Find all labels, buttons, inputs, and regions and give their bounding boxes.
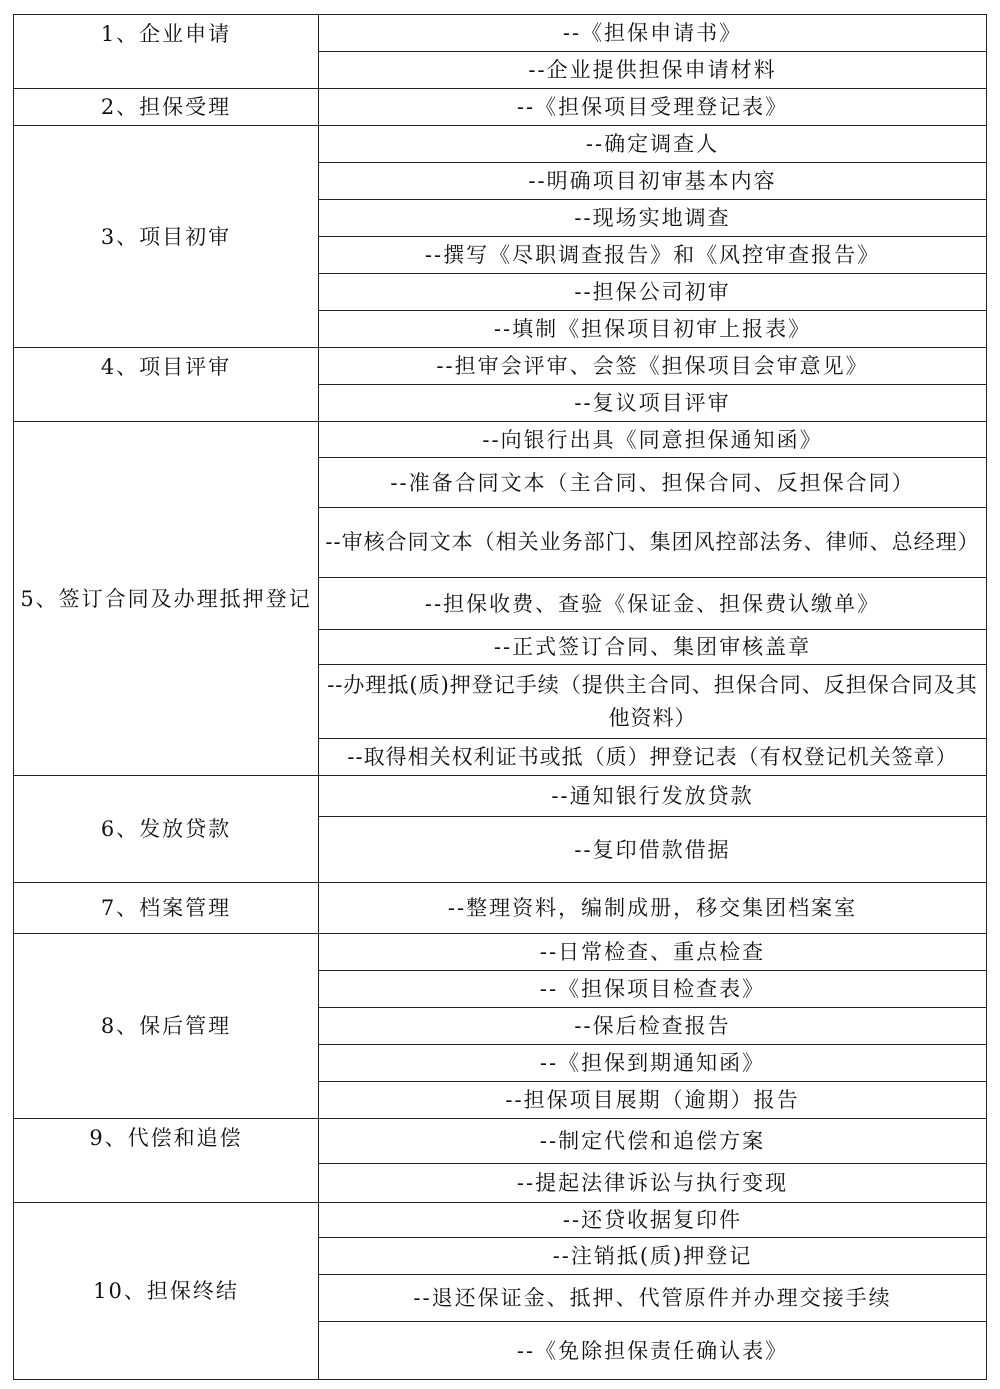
stage-item: --《担保申请书》	[319, 15, 987, 52]
stage-item: --准备合同文本（主合同、担保合同、反担保合同）	[319, 458, 987, 508]
stage-item: --复印借款借据	[319, 817, 987, 883]
stage-item: --填制《担保项目初审上报表》	[319, 311, 987, 348]
table-row	[14, 934, 987, 971]
stage-item: --《担保到期通知函》	[319, 1045, 987, 1082]
stage-item: --审核合同文本（相关业务部门、集团风控部法务、律师、总经理）	[319, 508, 987, 578]
stage-item: --向银行出具《同意担保通知函》	[319, 422, 987, 458]
table-row	[14, 89, 987, 126]
table-row	[14, 126, 987, 163]
stage-item: --整理资料，编制成册，移交集团档案室	[319, 883, 987, 934]
guarantee-process-sheet	[13, 14, 986, 1377]
stage-item: --担保公司初审	[319, 274, 987, 311]
table-row	[14, 15, 987, 52]
stage-label: 1、企业申请	[14, 15, 319, 89]
stage-label: 9、代偿和追偿	[14, 1119, 319, 1203]
stage-label: 4、项目评审	[14, 348, 319, 422]
stage-item: --提起法律诉讼与执行变现	[319, 1164, 987, 1203]
table-row	[14, 348, 987, 385]
stage-item: --还贷收据复印件	[319, 1203, 987, 1238]
stage-item: --《担保项目检查表》	[319, 971, 987, 1008]
guarantee-process-table	[13, 14, 987, 1380]
stage-item: --撰写《尽职调查报告》和《风控审查报告》	[319, 237, 987, 274]
stage-label: 8、保后管理	[14, 934, 319, 1119]
stage-item: --办理抵(质)押登记手续（提供主合同、担保合同、反担保合同及其他资料）	[319, 665, 987, 739]
table-row	[14, 422, 987, 458]
stage-item: --取得相关权利证书或抵（质）押登记表（有权登记机关签章）	[319, 739, 987, 776]
table-row	[14, 776, 987, 817]
stage-item: --企业提供担保申请材料	[319, 52, 987, 89]
stage-item: --现场实地调查	[319, 200, 987, 237]
table-row	[14, 883, 987, 934]
stage-item: --确定调查人	[319, 126, 987, 163]
table-row	[14, 1203, 987, 1238]
stage-label: 10、担保终结	[14, 1203, 319, 1380]
stage-item: --复议项目评审	[319, 385, 987, 422]
stage-item: --日常检查、重点检查	[319, 934, 987, 971]
stage-item: --制定代偿和追偿方案	[319, 1119, 987, 1164]
stage-item: --注销抵(质)押登记	[319, 1238, 987, 1275]
stage-item: --担保收费、查验《保证金、担保费认缴单》	[319, 578, 987, 630]
stage-label: 2、担保受理	[14, 89, 319, 126]
stage-item: --正式签订合同、集团审核盖章	[319, 630, 987, 665]
stage-label: 3、项目初审	[14, 126, 319, 348]
stage-label: 7、档案管理	[14, 883, 319, 934]
table-row	[14, 1119, 987, 1164]
stage-item: --《担保项目受理登记表》	[319, 89, 987, 126]
stage-item: --明确项目初审基本内容	[319, 163, 987, 200]
stage-item: --退还保证金、抵押、代管原件并办理交接手续	[319, 1275, 987, 1322]
stage-label: 5、签订合同及办理抵押登记	[14, 422, 319, 776]
stage-item: --《免除担保责任确认表》	[319, 1322, 987, 1380]
stage-item: --担审会评审、会签《担保项目会审意见》	[319, 348, 987, 385]
stage-item: --担保项目展期（逾期）报告	[319, 1082, 987, 1119]
stage-item: --通知银行发放贷款	[319, 776, 987, 817]
stage-label: 6、发放贷款	[14, 776, 319, 883]
stage-item: --保后检查报告	[319, 1008, 987, 1045]
